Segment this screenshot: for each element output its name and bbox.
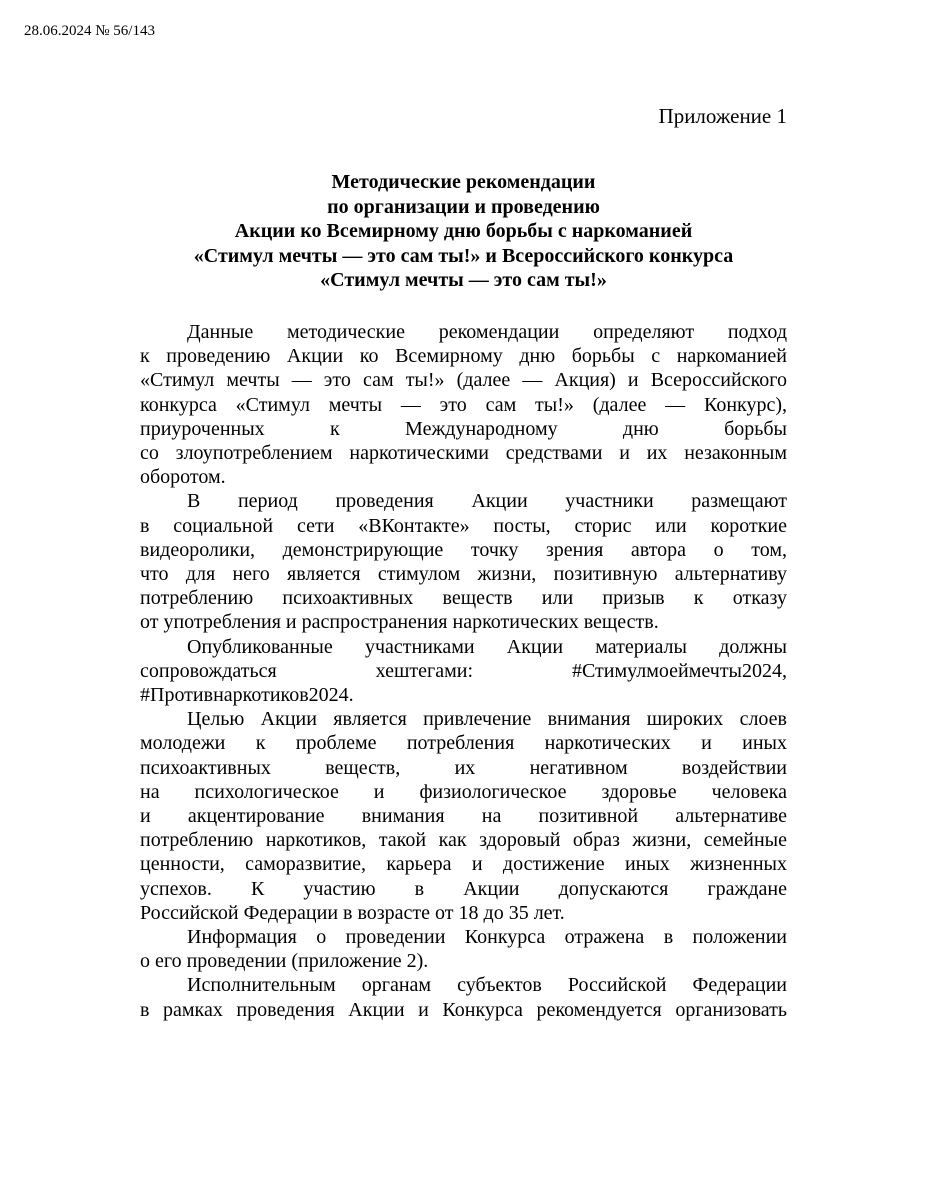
paragraph-line: потреблению наркотиков, такой как здоровый образ жизни, семейные <box>140 829 787 852</box>
document-title <box>140 170 787 293</box>
body-paragraph <box>140 707 787 925</box>
paragraph-line: о его проведении (приложение 2). <box>140 950 429 973</box>
paragraph-line: Российской Федерации в возрасте от 18 до 35 лет. <box>140 901 565 924</box>
body-paragraph <box>140 320 787 489</box>
title-line: «Стимул мечты — это сам ты!» <box>320 269 607 291</box>
paragraph-line: со злоупотреблением наркотическими средствами и их незаконным <box>140 442 787 465</box>
body-paragraph <box>140 489 787 634</box>
paragraph-line: на психологическое и физиологическое здоровье человека <box>140 780 787 803</box>
paragraph-line: что для него является стимулом жизни, позитивную альтернативу <box>140 563 787 586</box>
title-line: Акции ко Всемирному дню борьбы с наркоманией <box>234 220 693 242</box>
body-paragraph <box>140 635 787 708</box>
paragraph-line: Целью Акции является привлечение внимания широких слоев <box>187 708 787 731</box>
paragraph-line: Исполнительным органам субъектов Российской Федерации <box>187 974 787 997</box>
body-paragraph <box>140 973 787 1021</box>
paragraph-line: психоактивных веществ, их негативном воздействии <box>140 756 787 779</box>
title-line: «Стимул мечты — это сам ты!» и Всероссийского конкурса <box>193 244 734 267</box>
paragraph-line: оборотом. <box>140 466 226 489</box>
document-reference: 28.06.2024 № 56/143 <box>24 23 155 39</box>
paragraph-line: приуроченных к Международному дню борьбы <box>140 417 787 440</box>
title-line: Методические рекомендации <box>331 171 596 193</box>
paragraph-line: видеоролики, демонстрирующие точку зрения автора о том, <box>140 538 787 561</box>
paragraph-line: #Противнаркотиков2024. <box>140 684 354 707</box>
title-line: по организации и проведению <box>327 195 600 218</box>
paragraph-line: от употребления и распространения наркотических веществ. <box>140 611 659 634</box>
paragraph-line: сопровождаться хештегами: #Стимулмоеймечты2024, <box>140 659 787 682</box>
paragraph-line: Данные методические рекомендации определяют подход <box>187 321 787 343</box>
paragraph-line: В период проведения Акции участники размещают <box>187 490 787 513</box>
paragraph-line: и акцентирование внимания на позитивной альтернативе <box>140 805 787 828</box>
paragraph-line: молодежи к проблеме потребления наркотических и иных <box>140 732 787 755</box>
paragraph-line: успехов. К участию в Акции допускаются граждане <box>140 877 787 900</box>
appendix-label: Приложение 1 <box>658 104 787 128</box>
paragraph-line: к проведению Акции ко Всемирному дню борьбы с наркоманией <box>140 345 787 368</box>
body-paragraph <box>140 925 787 973</box>
paragraph-line: ценности, саморазвитие, карьера и достижение иных жизненных <box>140 853 787 876</box>
paragraph-line: потреблению психоактивных веществ или призыв к отказу <box>140 587 787 610</box>
document-body <box>140 320 787 1022</box>
paragraph-line: конкурса «Стимул мечты — это сам ты!» (далее — Конкурс), <box>140 393 787 416</box>
paragraph-line: в социальной сети «ВКонтакте» посты, сторис или короткие <box>140 514 787 537</box>
paragraph-line: Информация о проведении Конкурса отражена в положении <box>187 926 787 949</box>
paragraph-line: «Стимул мечты — это сам ты!» (далее — Акция) и Всероссийского <box>140 369 787 392</box>
paragraph-line: Опубликованные участниками Акции материалы должны <box>187 635 787 658</box>
paragraph-line: в рамках проведения Акции и Конкурса рекомендуется организовать <box>140 998 787 1021</box>
